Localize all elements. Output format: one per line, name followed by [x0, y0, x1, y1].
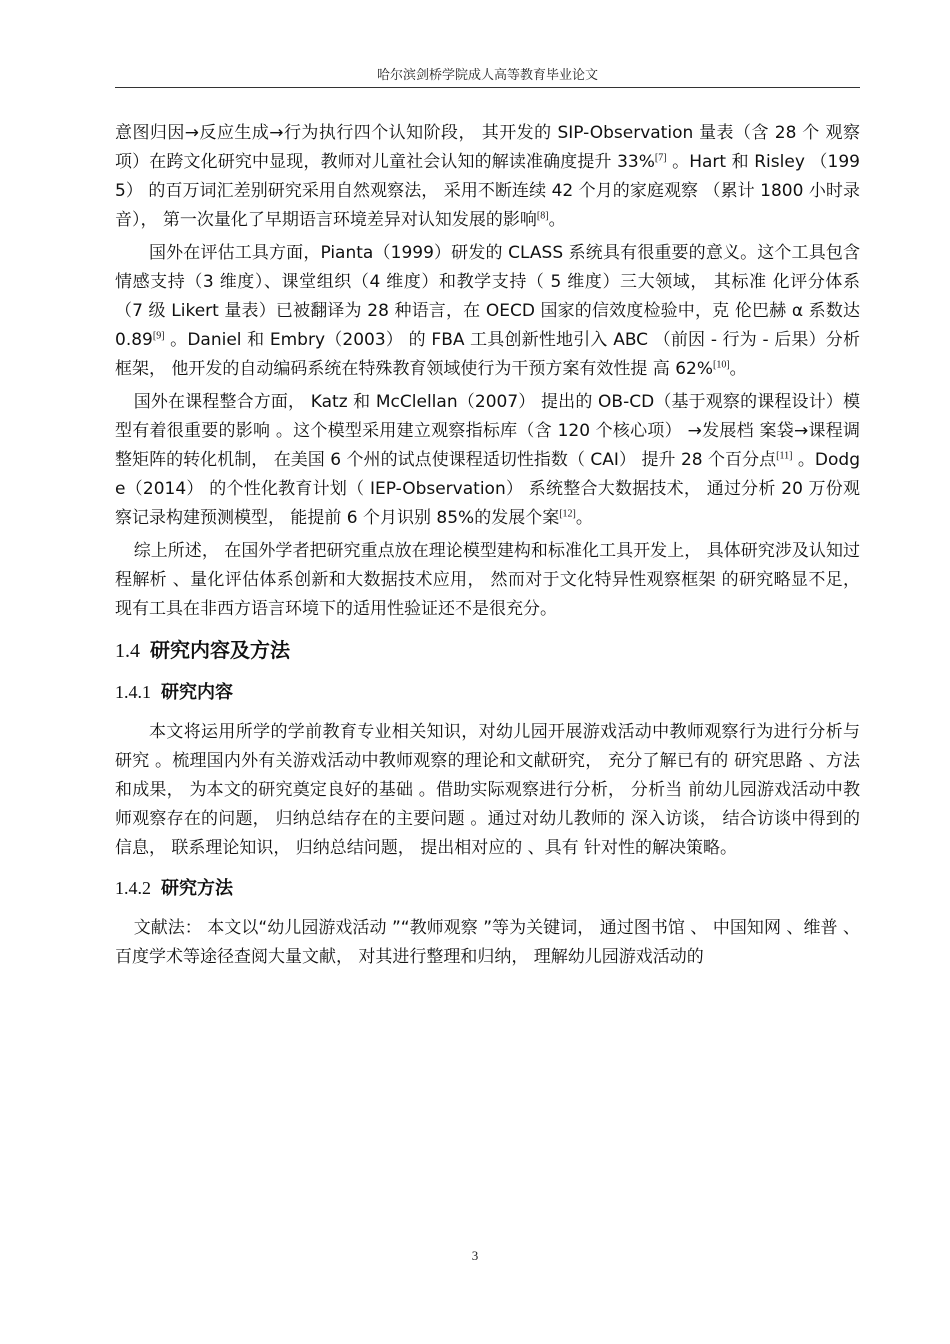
paragraph-1-tail: 。Hart 和 Risley （1995） 的百万词汇差别研究采用自然观察法， 采用不断连续 42 个月的家庭观察 （累计 1800 小时录音）， 第一次量化了早期语言环境差异对认知发展的影响: [115, 152, 860, 230]
header-divider: [115, 87, 860, 88]
paragraph-2-tail: 。Daniel 和 Embry（2003） 的 FBA 工具创新性地引入 ABC （前因 - 行为 - 后果）分析框架， 他开发的自动编码系统在特殊教育领域使行为干预方案有效性提 高 62%: [115, 330, 860, 379]
paragraph-3-end: 。: [575, 508, 593, 528]
subsection-number: 1.4.2: [115, 878, 151, 898]
subsection-title: 研究方法: [161, 878, 233, 899]
paragraph-3-tail: 。Dodge（2014） 的个性化教育计划（ IEP-Observation） 系统整合大数据技术， 通过分析 20 万份观察记录构建预测模型， 能提前 6 个月识别 85%的发展个案: [115, 450, 860, 528]
subsection-heading-1-4-1: [115, 677, 860, 708]
section-number: 1.4: [115, 640, 140, 662]
paragraph-2-end: 。: [729, 359, 747, 379]
section-title: 研究内容及方法: [150, 638, 290, 662]
citation-8: [8]: [536, 210, 549, 222]
subsection-title: 研究内容: [161, 682, 233, 703]
paragraph-1-end: 。: [548, 210, 566, 230]
citation-11: [11]: [776, 450, 793, 462]
paragraph-2-text: 国外在评估工具方面，Pianta（1999）研发的 CLASS 系统具有很重要的意义。这个工具包含情感支持（3 维度）、课堂组织（4 维度）和教学支持（ 5 维度）三大领域， 其标准 化评分体系（7 级 Likert 量表）已被翻译为 28 种语言，在 OECD 国家的信效度检验中，克 伦巴赫 α 系数达 0.89: [115, 243, 860, 350]
page-number: 3: [471, 1248, 479, 1263]
paragraph-4: 综上所述， 在国外学者把研究重点放在理论模型建构和标准化工具开发上， 具体研究涉及认知过程解析 、量化评估体系创新和大数据技术应用， 然而对于文化特异性观察框架 的研究略显不足， 现有工具在非西方语言环境下的适用性验证还不是很充分。: [115, 541, 860, 619]
paragraph-3-text: 国外在课程整合方面， Katz 和 McClellan（2007） 提出的 OB-CD（基于观察的课程设计）模型有着很重要的影响 。这个模型采用建立观察指标库（含 120 个核心项） →发展档 案袋→课程调整矩阵的转化机制， 在美国 6 个州的试点使课程适切性指数（ CAI） 提升 28 个百分点: [115, 392, 860, 470]
citation-12: [12]: [559, 508, 576, 520]
page-body: [115, 119, 860, 972]
page-header: 哈尔滨剑桥学院成人高等教育毕业论文: [376, 68, 598, 83]
paragraph-5: 本文将运用所学的学前教育专业相关知识，对幼儿园开展游戏活动中教师观察行为进行分析与研究 。梳理国内外有关游戏活动中教师观察的理论和文献研究， 充分了解已有的 研究思路 、方法和成果， 为本文的研究奠定良好的基础 。借助实际观察进行分析， 分析当 前幼儿园游戏活动中教师观察存在的问题， 归纳总结存在的主要问题 。通过对幼儿教师的 深入访谈， 结合访谈中得到的信息， 联系理论知识， 归纳总结问题， 提出相对应的 、具有 针对性的解决策略。: [115, 722, 860, 858]
section-heading-1-4: [115, 634, 860, 667]
paragraph-6: 文献法： 本文以“幼儿园游戏活动 ”“教师观察 ”等为关键词， 通过图书馆 、 中国知网 、维普 、百度学术等途径查阅大量文献， 对其进行整理和归纳， 理解幼儿园游戏活动的: [115, 918, 860, 967]
paragraph-1-text: 意图归因→反应生成→行为执行四个认知阶段， 其开发的 SIP-Observation 量表（含 28 个 观察项）在跨文化研究中显现，教师对儿童社会认知的解读准确度提升 33%: [115, 123, 860, 172]
subsection-number: 1.4.1: [115, 682, 151, 702]
subsection-heading-1-4-2: [115, 873, 860, 904]
citation-7: [7]: [654, 152, 667, 164]
paragraph-3: [115, 388, 860, 533]
paragraph-2: [115, 239, 860, 384]
citation-9: [9]: [152, 330, 165, 342]
paragraph-1: [115, 119, 860, 235]
citation-10: [10]: [713, 359, 730, 371]
